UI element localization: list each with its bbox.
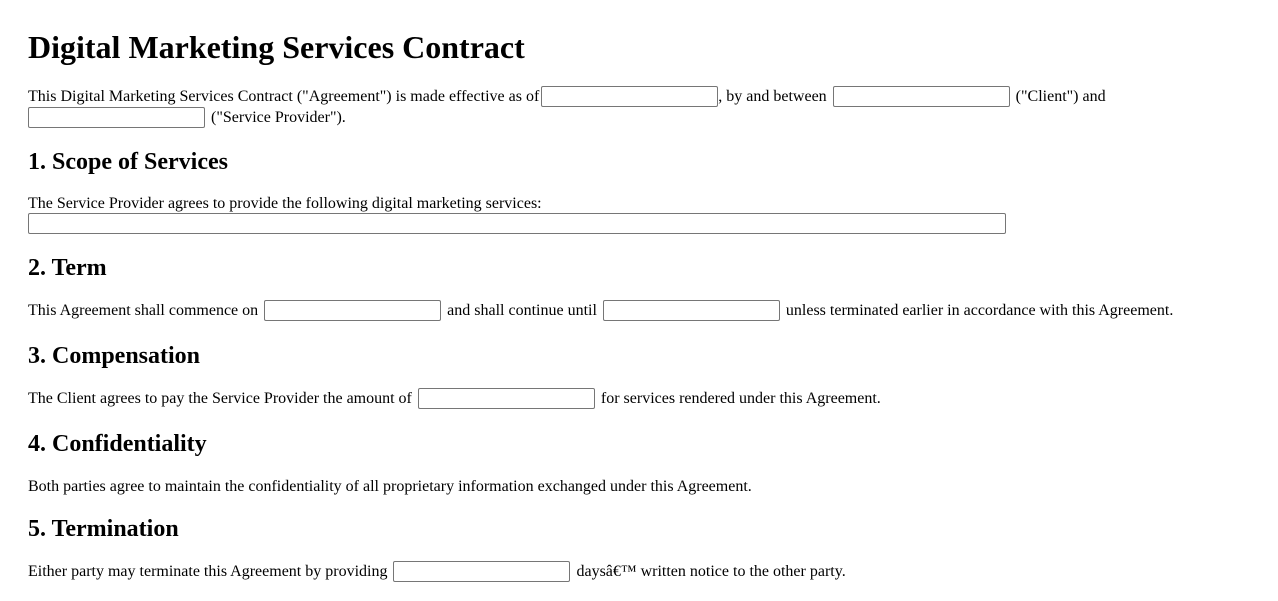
intro-text-4: ("Service Provider"). [211, 109, 346, 126]
term-paragraph [28, 300, 1173, 321]
scope-heading: 1. Scope of Services [28, 149, 228, 175]
compensation-text-2: for services rendered under this Agreement. [600, 390, 881, 407]
client-name-input[interactable] [833, 86, 1010, 107]
intro-paragraph-line-2 [28, 107, 346, 128]
start-date-input[interactable] [264, 300, 441, 321]
confidentiality-paragraph [28, 476, 752, 497]
term-text-3: unless terminated earlier in accordance with this Agreement. [785, 302, 1174, 319]
intro-text-1: This Digital Marketing Services Contract ("Agreement") is made effective as of [28, 88, 540, 105]
compensation-text-1: The Client agrees to pay the Service Provider the amount of [28, 390, 412, 407]
intro-text-3: ("Client") and [1015, 88, 1106, 105]
termination-paragraph [28, 561, 846, 582]
confidentiality-text: Both parties agree to maintain the confidentiality of all proprietary information exchanged under this Agreement. [28, 478, 752, 495]
services-input[interactable] [28, 213, 1006, 234]
scope-input-row [28, 213, 1006, 234]
page-title: Digital Marketing Services Contract [28, 29, 525, 65]
scope-paragraph [28, 193, 542, 214]
termination-text-1: Either party may terminate this Agreement by providing [28, 563, 388, 580]
term-text-1: This Agreement shall commence on [28, 302, 259, 319]
end-date-input[interactable] [603, 300, 780, 321]
scope-text: The Service Provider agrees to provide the following digital marketing services: [28, 195, 542, 212]
amount-input[interactable] [418, 388, 595, 409]
effective-date-input[interactable] [541, 86, 718, 107]
compensation-paragraph [28, 388, 881, 409]
term-text-2: and shall continue until [447, 302, 597, 319]
termination-text-2: daysâ€™ written notice to the other party. [576, 563, 846, 580]
termination-heading: 5. Termination [28, 516, 179, 542]
compensation-heading: 3. Compensation [28, 343, 201, 369]
term-heading: 2. Term [28, 255, 107, 281]
confidentiality-heading: 4. Confidentiality [28, 431, 207, 457]
provider-name-input[interactable] [28, 107, 205, 128]
notice-days-input[interactable] [393, 561, 570, 582]
intro-text-2: , by and between [718, 88, 827, 105]
intro-paragraph [28, 86, 1106, 107]
